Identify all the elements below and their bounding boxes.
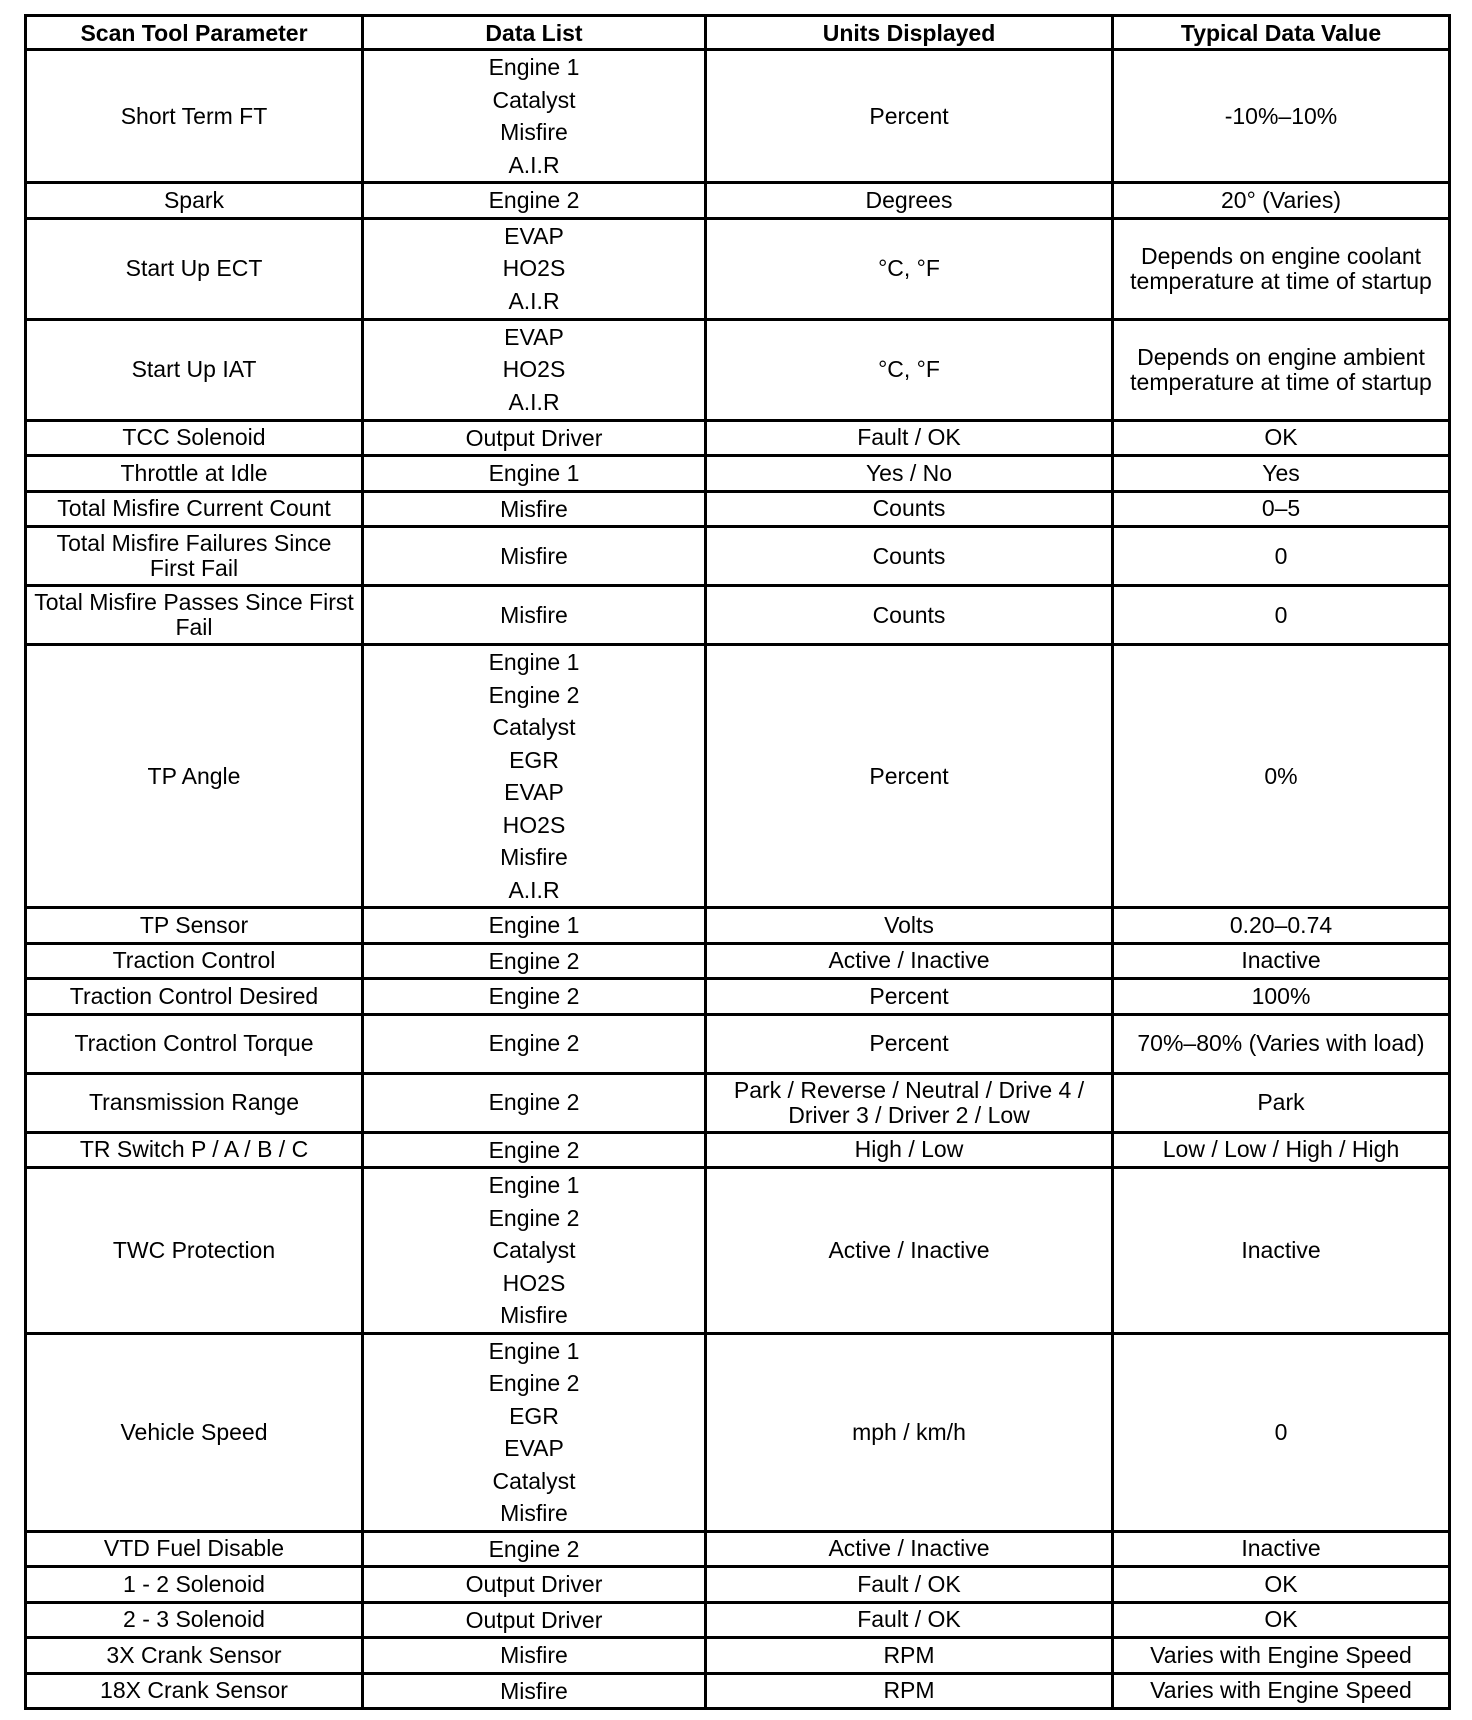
cell-scan-tool-parameter: Spark	[26, 183, 363, 219]
data-list-item: Misfire	[500, 119, 568, 145]
data-list-item: Misfire	[500, 601, 568, 628]
cell-typical-data-value: Depends on engine ambient temperature at time of startup	[1113, 319, 1450, 420]
cell-scan-tool-parameter: 1 - 2 Solenoid	[26, 1567, 363, 1603]
table-row	[26, 586, 1450, 645]
cell-scan-tool-parameter: Transmission Range	[26, 1073, 363, 1132]
data-list-item: Engine 2	[488, 1204, 580, 1231]
data-list-item: EGR	[509, 1402, 559, 1429]
table-row	[26, 908, 1450, 944]
cell-typical-data-value: 0	[1113, 586, 1450, 645]
table-row	[26, 1073, 1450, 1132]
cell-typical-data-value: OK	[1113, 1602, 1450, 1638]
cell-data-list	[363, 979, 706, 1015]
cell-scan-tool-parameter: TWC Protection	[26, 1168, 363, 1334]
cell-data-list	[363, 1567, 706, 1603]
cell-scan-tool-parameter: Traction Control	[26, 943, 363, 979]
cell-typical-data-value: 70%–80% (Varies with load)	[1113, 1014, 1450, 1073]
data-list-item: HO2S	[502, 356, 566, 383]
data-list-item: Engine 1	[488, 912, 580, 938]
data-list-item: Engine 2	[488, 947, 580, 974]
cell-data-list	[363, 1531, 706, 1567]
table-row	[26, 50, 1450, 183]
table-row	[26, 456, 1450, 492]
data-list-item: EVAP	[504, 323, 564, 350]
cell-typical-data-value: 0.20–0.74	[1113, 908, 1450, 944]
cell-typical-data-value: Depends on engine coolant temperature at time of startup	[1113, 218, 1450, 319]
cell-units-displayed: High / Low	[706, 1132, 1113, 1168]
data-list-item: Engine 2	[488, 983, 580, 1009]
cell-units-displayed: mph / km/h	[706, 1333, 1113, 1531]
header-data-list: Data List	[363, 16, 706, 50]
data-list-item: Misfire	[500, 844, 568, 870]
cell-units-displayed: RPM	[706, 1673, 1113, 1709]
table-row	[26, 1602, 1450, 1638]
table-row	[26, 319, 1450, 420]
cell-data-list	[363, 1014, 706, 1073]
cell-units-displayed: Percent	[706, 979, 1113, 1015]
cell-units-displayed: Percent	[706, 50, 1113, 183]
cell-typical-data-value: 0–5	[1113, 491, 1450, 527]
data-list-item: EVAP	[504, 1435, 564, 1461]
cell-scan-tool-parameter: TP Angle	[26, 645, 363, 908]
cell-units-displayed: RPM	[706, 1638, 1113, 1674]
cell-data-list	[363, 491, 706, 527]
header-units-displayed: Units Displayed	[706, 16, 1113, 50]
cell-typical-data-value: OK	[1113, 1567, 1450, 1603]
data-list-item: Engine 1	[488, 54, 580, 80]
cell-units-displayed: Counts	[706, 586, 1113, 645]
cell-scan-tool-parameter: 3X Crank Sensor	[26, 1638, 363, 1674]
cell-typical-data-value: 100%	[1113, 979, 1450, 1015]
cell-typical-data-value: 0	[1113, 527, 1450, 586]
table-row	[26, 527, 1450, 586]
data-list-item: Engine 1	[488, 1172, 580, 1198]
cell-units-displayed: Degrees	[706, 183, 1113, 219]
data-list-item: HO2S	[502, 811, 566, 838]
data-list-item: Catalyst	[492, 86, 576, 113]
cell-scan-tool-parameter: Start Up ECT	[26, 218, 363, 319]
data-list-item: EVAP	[504, 779, 564, 805]
cell-data-list	[363, 1638, 706, 1674]
data-list-item: Engine 1	[488, 460, 580, 486]
cell-typical-data-value: Inactive	[1113, 1531, 1450, 1567]
cell-units-displayed: Fault / OK	[706, 420, 1113, 456]
data-list-item: Catalyst	[492, 1467, 576, 1494]
cell-units-displayed: Fault / OK	[706, 1602, 1113, 1638]
data-list-item: Output Driver	[465, 1606, 603, 1633]
scan-tool-data-table	[24, 14, 1451, 1710]
cell-typical-data-value: Park	[1113, 1073, 1450, 1132]
data-list-item: Engine 2	[488, 1370, 580, 1396]
cell-data-list	[363, 183, 706, 219]
data-list-item: Engine 2	[488, 681, 580, 708]
cell-data-list	[363, 1073, 706, 1132]
cell-units-displayed: Percent	[706, 645, 1113, 908]
cell-units-displayed: Yes / No	[706, 456, 1113, 492]
table-row	[26, 1333, 1450, 1531]
data-list-item: Engine 2	[488, 1136, 580, 1163]
cell-units-displayed: Fault / OK	[706, 1567, 1113, 1603]
cell-scan-tool-parameter: VTD Fuel Disable	[26, 1531, 363, 1567]
data-list-item: Catalyst	[492, 1237, 576, 1263]
cell-data-list	[363, 1602, 706, 1638]
header-scan-tool-parameter: Scan Tool Parameter	[26, 16, 363, 50]
data-list-item: A.I.R	[508, 287, 560, 314]
cell-data-list	[363, 645, 706, 908]
data-list-item: Engine 2	[488, 1089, 580, 1116]
cell-data-list	[363, 908, 706, 944]
cell-data-list	[363, 456, 706, 492]
cell-scan-tool-parameter: TP Sensor	[26, 908, 363, 944]
cell-scan-tool-parameter: Traction Control Torque	[26, 1014, 363, 1073]
cell-data-list	[363, 1168, 706, 1334]
table-row	[26, 1531, 1450, 1567]
cell-scan-tool-parameter: Vehicle Speed	[26, 1333, 363, 1531]
cell-scan-tool-parameter: Throttle at Idle	[26, 456, 363, 492]
table-row	[26, 218, 1450, 319]
cell-data-list	[363, 943, 706, 979]
cell-typical-data-value: -10%–10%	[1113, 50, 1450, 183]
cell-units-displayed: Active / Inactive	[706, 943, 1113, 979]
table-row	[26, 1014, 1450, 1073]
cell-units-displayed: Active / Inactive	[706, 1531, 1113, 1567]
cell-data-list	[363, 527, 706, 586]
data-list-item: Output Driver	[465, 424, 603, 451]
data-list-item: A.I.R	[508, 876, 560, 903]
data-list-item: EVAP	[504, 222, 564, 249]
data-list-item: Engine 2	[488, 187, 580, 213]
cell-units-displayed: Counts	[706, 527, 1113, 586]
data-list-item: Misfire	[500, 1500, 568, 1526]
cell-scan-tool-parameter: Total Misfire Current Count	[26, 491, 363, 527]
data-list-item: Misfire	[500, 542, 568, 569]
cell-scan-tool-parameter: Total Misfire Failures Since First Fail	[26, 527, 363, 586]
cell-typical-data-value: Yes	[1113, 456, 1450, 492]
data-list-item: Misfire	[500, 1677, 568, 1704]
data-list-item: HO2S	[502, 1269, 566, 1296]
cell-typical-data-value: 0%	[1113, 645, 1450, 908]
data-list-item: Engine 2	[488, 1535, 580, 1562]
cell-scan-tool-parameter: 18X Crank Sensor	[26, 1673, 363, 1709]
cell-typical-data-value: Varies with Engine Speed	[1113, 1673, 1450, 1709]
table-row	[26, 1673, 1450, 1709]
table-row	[26, 943, 1450, 979]
data-list-item: HO2S	[502, 255, 566, 282]
table-row	[26, 420, 1450, 456]
table-row	[26, 645, 1450, 908]
cell-scan-tool-parameter: Short Term FT	[26, 50, 363, 183]
data-list-item: Engine 1	[488, 1337, 580, 1364]
data-list-item: Misfire	[500, 495, 568, 522]
data-list-item: Catalyst	[492, 714, 576, 740]
cell-units-displayed: °C, °F	[706, 218, 1113, 319]
cell-scan-tool-parameter: 2 - 3 Solenoid	[26, 1602, 363, 1638]
cell-data-list	[363, 1333, 706, 1531]
cell-scan-tool-parameter: Traction Control Desired	[26, 979, 363, 1015]
cell-typical-data-value: Inactive	[1113, 1168, 1450, 1334]
cell-typical-data-value: Low / Low / High / High	[1113, 1132, 1450, 1168]
cell-data-list	[363, 218, 706, 319]
table-row	[26, 1567, 1450, 1603]
table-row	[26, 183, 1450, 219]
data-list-item: Misfire	[500, 1642, 568, 1668]
data-list-item: EGR	[509, 746, 559, 773]
cell-data-list	[363, 1132, 706, 1168]
cell-typical-data-value: 20° (Varies)	[1113, 183, 1450, 219]
cell-scan-tool-parameter: Start Up IAT	[26, 319, 363, 420]
cell-scan-tool-parameter: TR Switch P / A / B / C	[26, 1132, 363, 1168]
table-row	[26, 1168, 1450, 1334]
cell-scan-tool-parameter: TCC Solenoid	[26, 420, 363, 456]
cell-typical-data-value: Inactive	[1113, 943, 1450, 979]
cell-units-displayed: Volts	[706, 908, 1113, 944]
cell-units-displayed: Counts	[706, 491, 1113, 527]
table-row	[26, 1132, 1450, 1168]
data-list-item: Output Driver	[465, 1571, 603, 1597]
header-typical-data-value: Typical Data Value	[1113, 16, 1450, 50]
table-row	[26, 1638, 1450, 1674]
table-body	[26, 50, 1450, 1709]
cell-units-displayed: Percent	[706, 1014, 1113, 1073]
cell-data-list	[363, 50, 706, 183]
cell-data-list	[363, 586, 706, 645]
cell-typical-data-value: OK	[1113, 420, 1450, 456]
table-row	[26, 491, 1450, 527]
table-header-row	[26, 16, 1450, 50]
cell-typical-data-value: Varies with Engine Speed	[1113, 1638, 1450, 1674]
cell-scan-tool-parameter: Total Misfire Passes Since First Fail	[26, 586, 363, 645]
cell-data-list	[363, 1673, 706, 1709]
cell-units-displayed: Active / Inactive	[706, 1168, 1113, 1334]
data-list-item: Engine 2	[488, 1030, 580, 1057]
data-list-item: Engine 1	[488, 649, 580, 675]
data-list-item: Misfire	[500, 1302, 568, 1328]
table-row	[26, 979, 1450, 1015]
cell-units-displayed: Park / Reverse / Neutral / Drive 4 / Driver 3 / Driver 2 / Low	[706, 1073, 1113, 1132]
cell-data-list	[363, 420, 706, 456]
cell-units-displayed: °C, °F	[706, 319, 1113, 420]
cell-typical-data-value: 0	[1113, 1333, 1450, 1531]
data-list-item: A.I.R	[508, 388, 560, 415]
cell-data-list	[363, 319, 706, 420]
data-list-item: A.I.R	[508, 151, 560, 178]
